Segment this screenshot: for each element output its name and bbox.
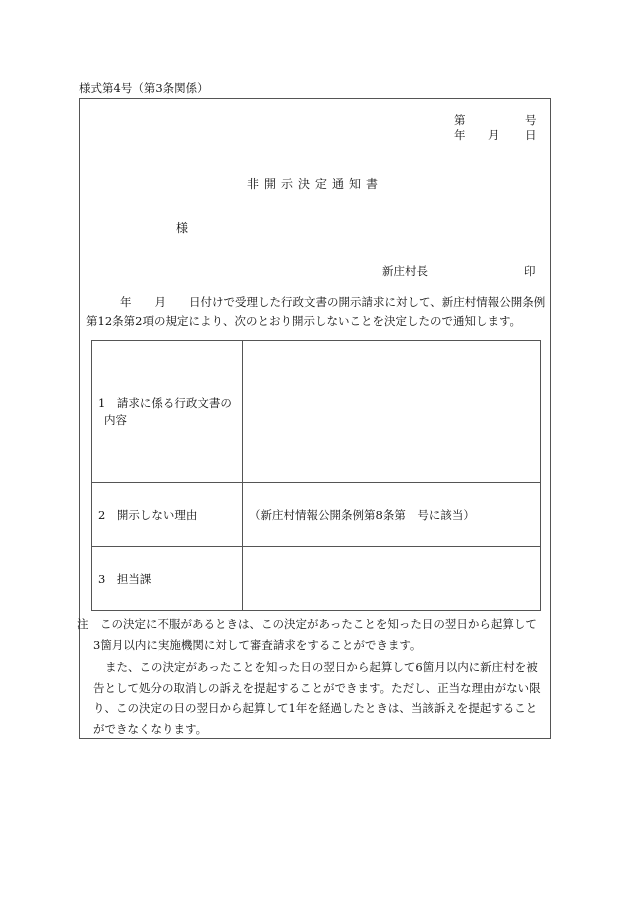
- number-prefix: 第: [454, 113, 466, 127]
- issuer-name: 新庄村長: [382, 264, 428, 278]
- document-title: 非開示決定通知書: [246, 177, 383, 191]
- date-month: 月: [488, 128, 500, 142]
- body-line-1: 年 月 日付けで受理した行政文書の開示請求に対して、新庄村情報公開条例: [120, 295, 546, 309]
- note1-line2: 3箇月以内に実施機関に対して審査請求をすることができます。: [93, 637, 422, 652]
- row1-label-line1: 1 請求に係る行政文書の: [98, 395, 232, 410]
- table-row: [92, 341, 541, 483]
- body-line-2: 第12条第2項の規定により、次のとおり開示しないことを決定したので通知します。: [86, 314, 522, 328]
- row3-value-cell: [243, 547, 541, 611]
- row1-value-cell: [243, 341, 541, 483]
- note2-line1: また、この決定があったことを知った日の翌日から起算して6箇月以内に新庄村を被: [105, 660, 538, 674]
- row1-label-line2: 内容: [104, 412, 127, 427]
- note1-line1: 注 この決定に不服があるときは、この決定があったことを知った日の翌日から起算して: [77, 617, 537, 631]
- notice-body: [86, 293, 546, 331]
- row2-value-cell: （新庄村情報公開条例第8条第 号に該当）: [243, 483, 541, 547]
- note2-line2: 告として処分の取消しの訴えを提起することができます。ただし、正当な理由がない限: [93, 680, 541, 695]
- row1-label-cell: [92, 341, 243, 483]
- number-suffix: 号: [525, 113, 537, 127]
- row2-label-cell: 2 開示しない理由: [92, 483, 243, 547]
- date-day: 日: [525, 128, 537, 142]
- row3-label-cell: 3 担当課: [92, 547, 243, 611]
- notes-section: [79, 614, 551, 739]
- details-table: [91, 340, 541, 611]
- addressee-suffix: 様: [176, 221, 189, 235]
- note2-line3: り、この決定の日の翌日から起算して1年を経過したときは、当該訴えを提起すること: [93, 701, 538, 715]
- form-number-label: 様式第4号（第3条関係）: [79, 81, 209, 95]
- table-row: [92, 547, 541, 611]
- table-row: [92, 483, 541, 547]
- note2-line4: ができなくなります。: [93, 721, 208, 736]
- seal-mark: 印: [524, 264, 536, 278]
- date-year: 年: [454, 128, 466, 142]
